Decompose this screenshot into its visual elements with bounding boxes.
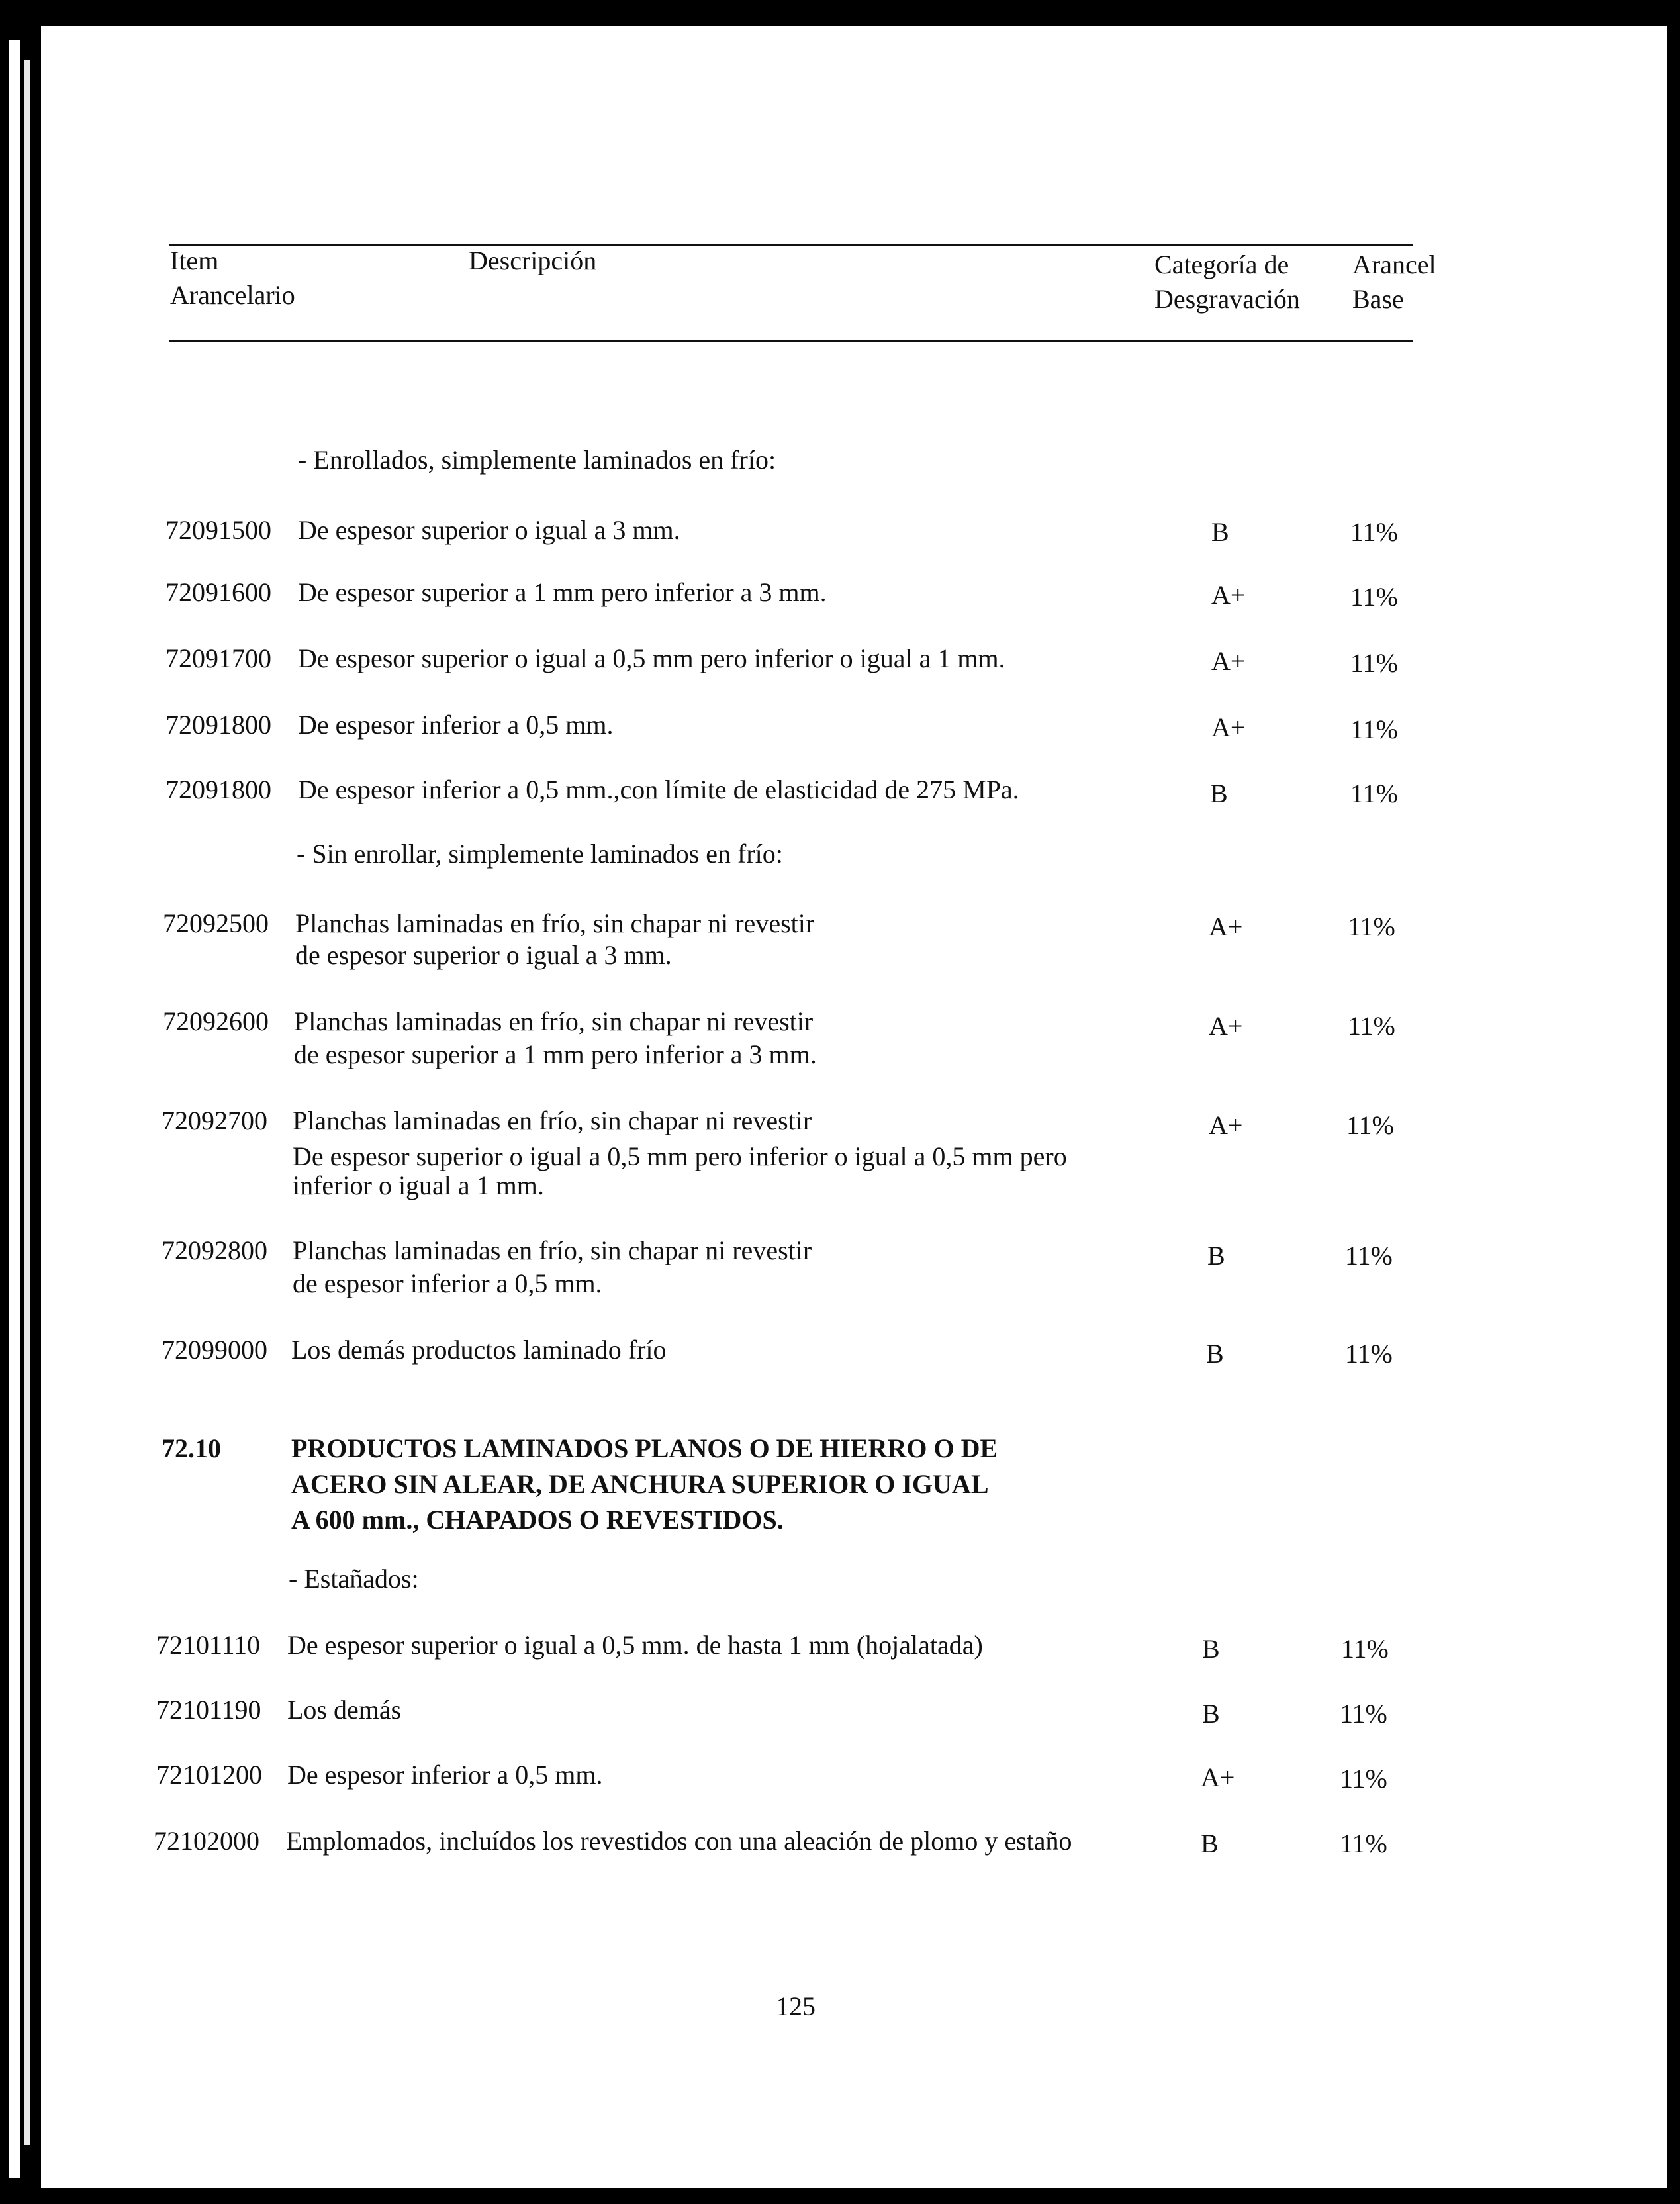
heading-line: PRODUCTOS LAMINADOS PLANOS O DE HIERRO O DE [291, 1433, 998, 1463]
row-code: 72092700 [162, 1106, 267, 1135]
heading-line: A 600 mm., CHAPADOS O REVESTIDOS. [291, 1505, 784, 1535]
row-description: Planchas laminadas en frío, sin chapar ni revestir [293, 1106, 812, 1135]
section-sin-enrollar: - Sin enrollar, simplemente laminados en frío: [297, 839, 783, 869]
row-category: A+ [1211, 580, 1246, 610]
row-description: Los demás productos laminado frío [291, 1335, 667, 1365]
document-page [41, 26, 1667, 2188]
row-rate: 11% [1341, 1634, 1389, 1664]
row-code: 72091800 [165, 710, 271, 740]
row-rate: 11% [1348, 1011, 1395, 1041]
row-category: B [1207, 1241, 1225, 1270]
header-arancel-line2: Base [1352, 284, 1404, 314]
row-description: De espesor inferior a 0,5 mm. [287, 1760, 603, 1790]
row-description: De espesor inferior a 0,5 mm. [298, 710, 614, 740]
row-code: 72092600 [163, 1006, 269, 1036]
row-description: De espesor superior o igual a 3 mm. [298, 515, 680, 545]
row-code: 72101200 [156, 1760, 262, 1790]
section-enrollados: - Enrollados, simplemente laminados en frío: [298, 445, 776, 475]
row-description-cont: de espesor superior a 1 mm pero inferior a 3 mm. [294, 1039, 817, 1069]
row-category: B [1202, 1699, 1220, 1729]
header-categoria [1154, 248, 1300, 316]
row-code: 72101110 [156, 1630, 261, 1660]
header-item-line2: Arancelario [170, 280, 295, 310]
scan-border-bottom [0, 2188, 1680, 2204]
row-description: De espesor superior a 1 mm pero inferior a 3 mm. [298, 577, 827, 607]
row-category: A+ [1209, 1011, 1243, 1041]
scan-binding-edge [9, 40, 20, 2178]
scan-binding-shadow [24, 60, 30, 2145]
row-description: De espesor superior o igual a 0,5 mm. de hasta 1 mm (hojalatada) [287, 1630, 983, 1660]
row-code: 72091700 [165, 644, 271, 673]
page-number: 125 [776, 1991, 816, 2021]
row-rate: 11% [1350, 517, 1398, 547]
row-category: B [1201, 1829, 1219, 1858]
row-code: 72102000 [154, 1826, 259, 1856]
header-arancel-line1: Arancel [1352, 250, 1436, 279]
header-categoria-line1: Categoría de [1154, 250, 1289, 279]
row-category: A+ [1209, 1110, 1243, 1140]
row-code: 72099000 [162, 1335, 267, 1365]
row-code: 72091500 [165, 515, 271, 545]
header-top-rule [169, 244, 1413, 246]
header-item-line1: Item [170, 246, 219, 275]
row-category: B [1202, 1634, 1220, 1664]
row-code: 72101190 [156, 1695, 261, 1725]
row-description: Los demás [287, 1695, 402, 1725]
row-description: Planchas laminadas en frío, sin chapar ni revestir [295, 908, 815, 938]
row-rate: 11% [1346, 1110, 1394, 1140]
row-rate: 11% [1350, 714, 1398, 744]
row-code: 72091800 [165, 775, 271, 804]
row-category: A+ [1211, 646, 1246, 676]
row-rate: 11% [1345, 1241, 1393, 1270]
row-description: De espesor inferior a 0,5 mm.,con límite de elasticidad de 275 MPa. [298, 775, 1019, 804]
row-rate: 11% [1340, 1764, 1387, 1794]
row-category: B [1210, 779, 1228, 808]
heading-line: ACERO SIN ALEAR, DE ANCHURA SUPERIOR O IGUAL [291, 1469, 989, 1499]
row-rate: 11% [1345, 1339, 1393, 1368]
header-categoria-line2: Desgravación [1154, 284, 1300, 314]
scan-border-left [0, 0, 41, 2204]
header-bottom-rule [169, 340, 1413, 342]
row-rate: 11% [1340, 1829, 1387, 1858]
row-category: B [1206, 1339, 1224, 1368]
row-category: B [1211, 517, 1229, 547]
header-arancel-base [1352, 248, 1436, 316]
row-code: 72092800 [162, 1235, 267, 1265]
row-rate: 11% [1348, 912, 1395, 941]
row-description: Planchas laminadas en frío, sin chapar ni revestir [294, 1006, 814, 1036]
row-category: A+ [1201, 1762, 1235, 1792]
row-description-cont: de espesor inferior a 0,5 mm. [293, 1269, 602, 1298]
row-rate: 11% [1350, 779, 1398, 808]
row-description-cont: inferior o igual a 1 mm. [293, 1171, 544, 1200]
heading-code: 72.10 [162, 1433, 221, 1463]
row-code: 72092500 [163, 908, 269, 938]
scan-border-top [0, 0, 1680, 26]
row-rate: 11% [1340, 1699, 1387, 1729]
row-description: Emplomados, incluídos los revestidos con una aleación de plomo y estaño [286, 1826, 1072, 1856]
header-descripcion: Descripción [469, 246, 597, 275]
scan-border-right [1667, 0, 1680, 2204]
row-description-cont: De espesor superior o igual a 0,5 mm pero inferior o igual a 0,5 mm pero [293, 1141, 1067, 1171]
row-rate: 11% [1350, 582, 1398, 612]
row-description: Planchas laminadas en frío, sin chapar ni revestir [293, 1235, 812, 1265]
row-category: A+ [1211, 712, 1246, 742]
row-rate: 11% [1350, 648, 1398, 678]
row-description: De espesor superior o igual a 0,5 mm pero inferior o igual a 1 mm. [298, 644, 1005, 673]
section-estanados: - Estañados: [289, 1564, 419, 1594]
row-category: A+ [1209, 912, 1243, 941]
row-description-cont: de espesor superior o igual a 3 mm. [295, 940, 672, 970]
header-item-arancelario [170, 244, 295, 312]
row-code: 72091600 [165, 577, 271, 607]
